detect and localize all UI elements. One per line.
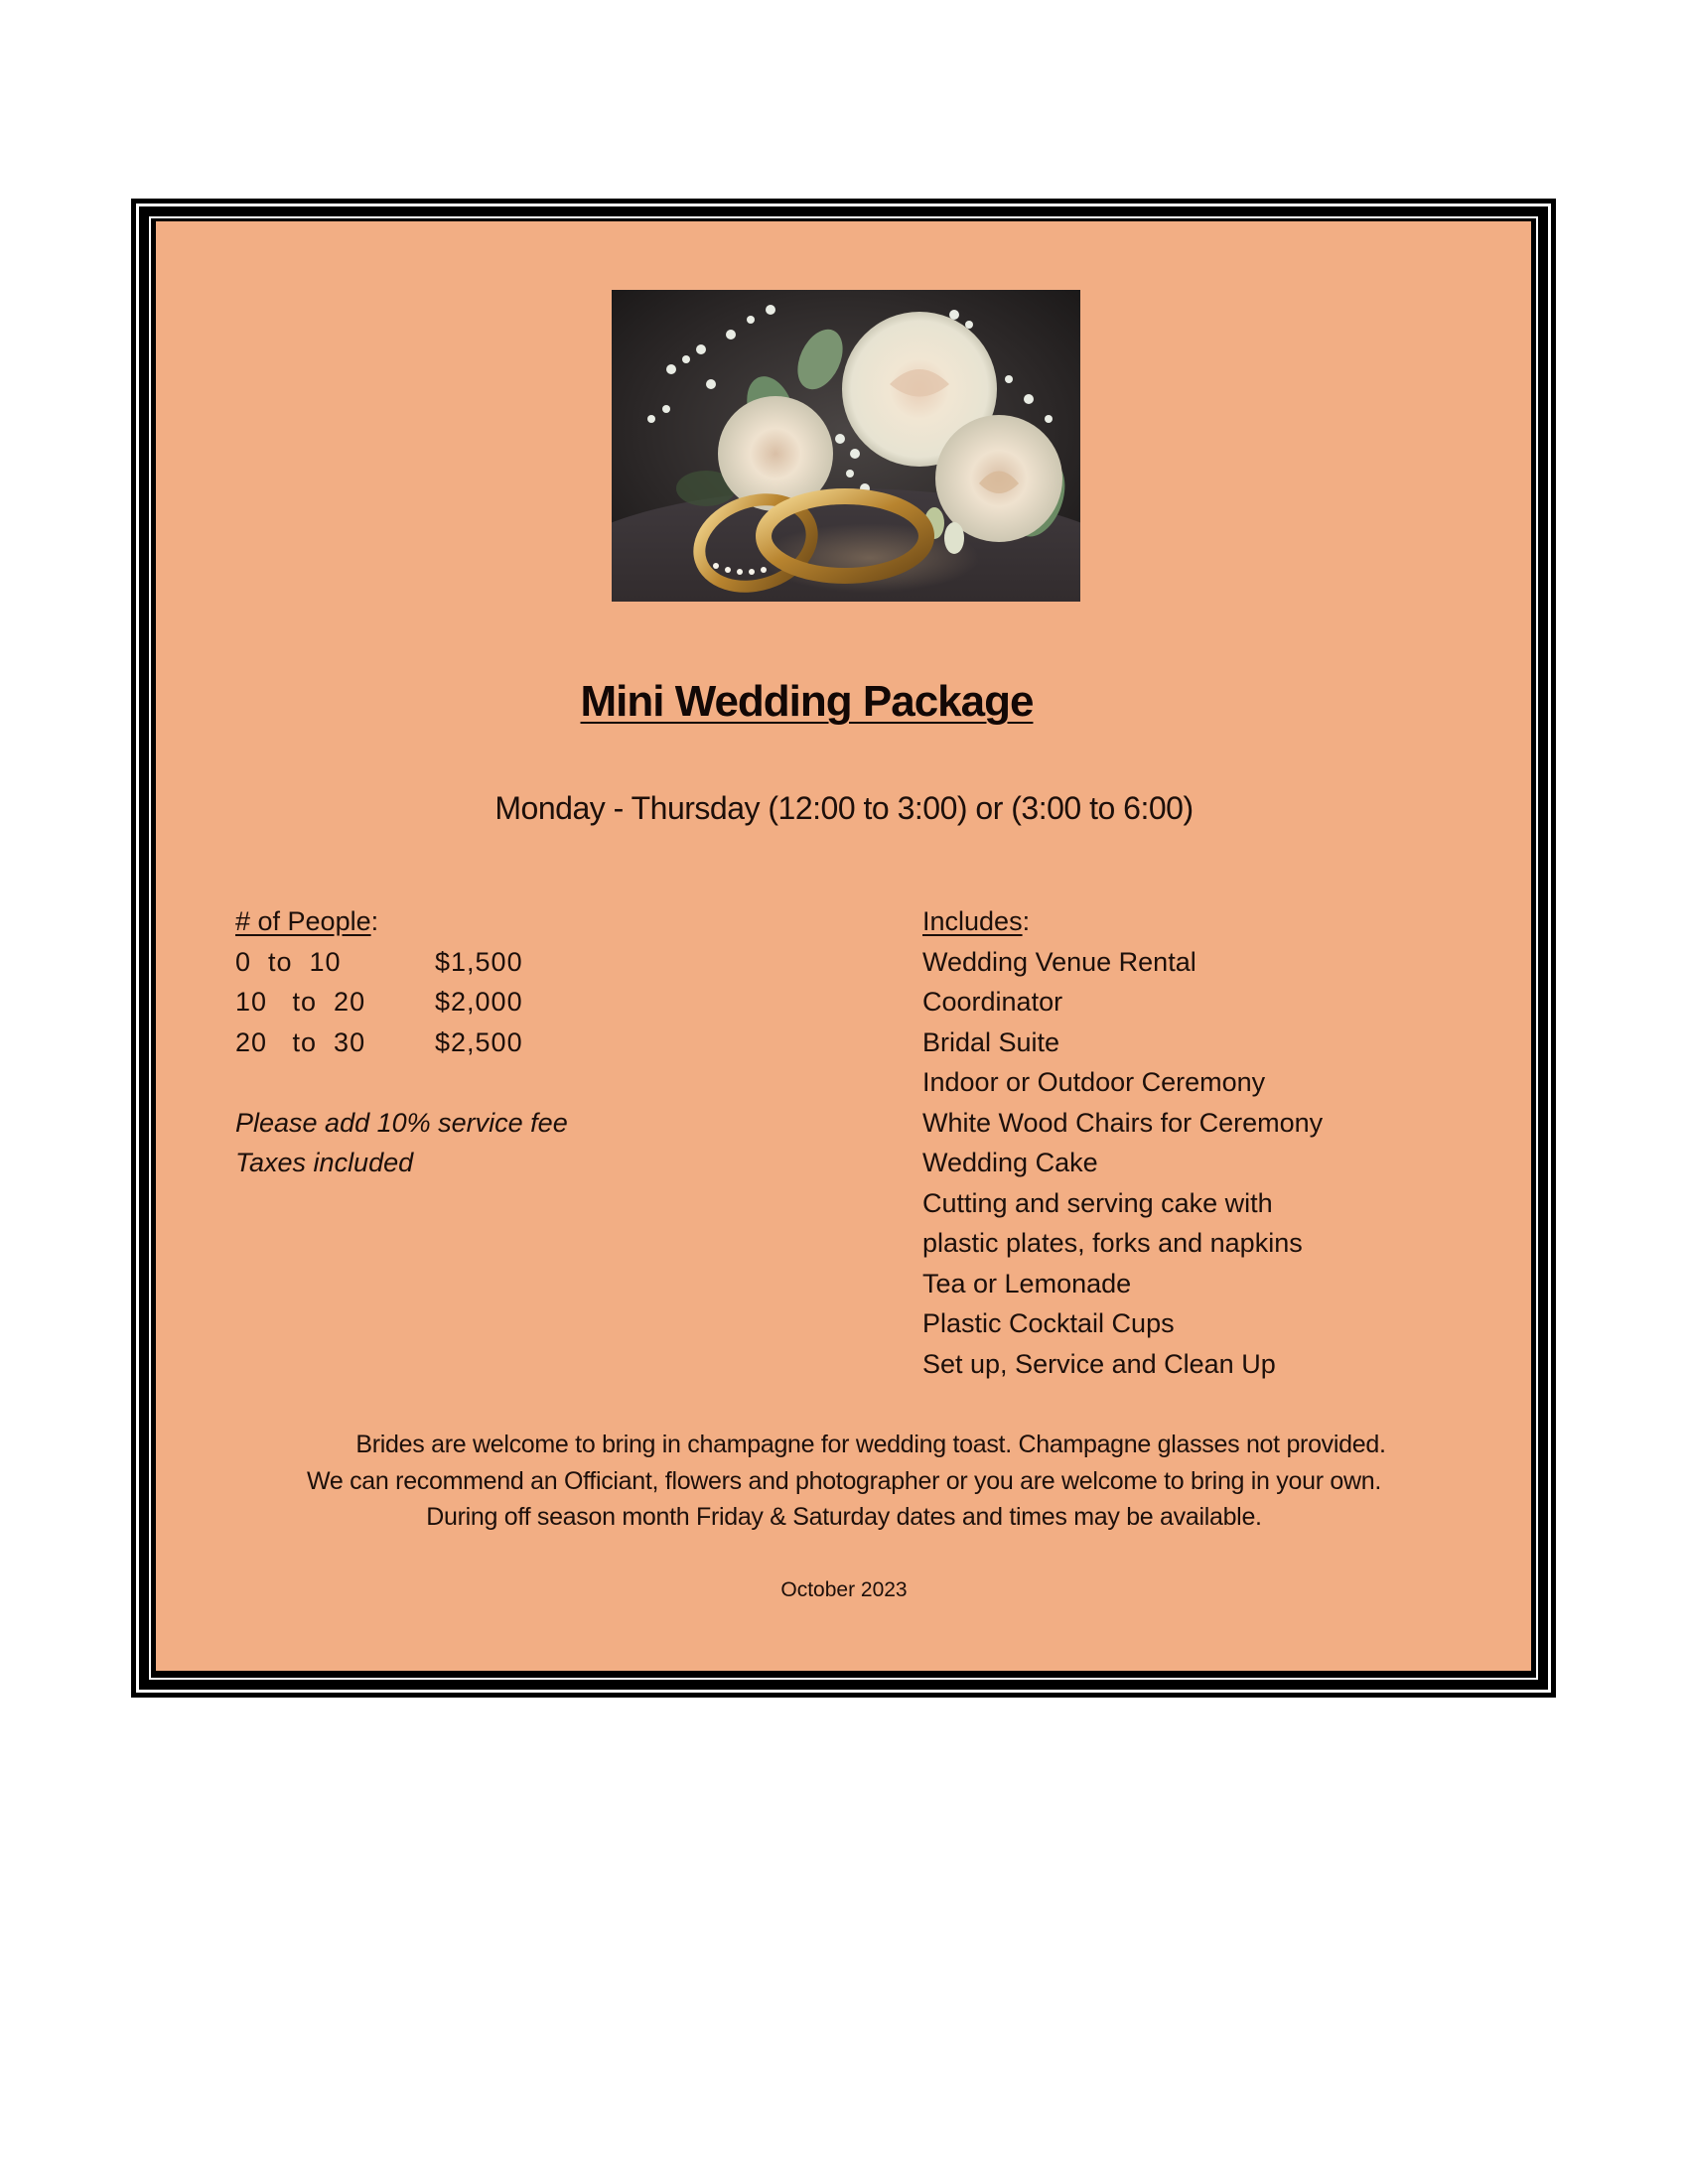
taxes-note: Taxes included xyxy=(235,1148,414,1177)
price-row xyxy=(235,982,791,1023)
includes-item: Wedding Venue Rental xyxy=(922,946,1196,977)
includes-item: Cutting and serving cake with xyxy=(922,1187,1273,1218)
spacer xyxy=(235,1062,791,1103)
off-season-note: During off season month Friday & Saturday dates and times may be available. xyxy=(426,1503,1262,1531)
guest-range: 10 to 20 xyxy=(235,987,366,1017)
pricing-heading-colon: : xyxy=(370,906,379,936)
includes-item: Plastic Cocktail Cups xyxy=(922,1308,1175,1338)
includes-heading-colon: : xyxy=(1022,906,1031,936)
includes-item: White Wood Chairs for Ceremony xyxy=(922,1107,1324,1138)
includes-section xyxy=(922,901,1478,1384)
vendor-note: We can recommend an Officiant, flowers and photographer or you are welcome to bring in your own. xyxy=(307,1466,1381,1495)
champagne-note: Brides are welcome to bring in champagne for wedding toast. Champagne glasses not provided. xyxy=(355,1431,1386,1458)
includes-item: plastic plates, forks and napkins xyxy=(922,1228,1303,1258)
footer-notes xyxy=(179,1427,1509,1536)
price: $2,000 xyxy=(435,987,523,1017)
guest-range: 20 to 30 xyxy=(235,1026,366,1057)
page-title: Mini Wedding Package xyxy=(580,677,1034,726)
pricing-heading xyxy=(235,901,791,942)
includes-heading-label: Includes xyxy=(922,906,1023,936)
includes-item: Wedding Cake xyxy=(922,1148,1098,1177)
document-date: October 2023 xyxy=(780,1578,908,1601)
price: $1,500 xyxy=(435,946,523,977)
guest-range: 0 to 10 xyxy=(235,946,342,977)
service-fee-note: Please add 10% service fee xyxy=(235,1107,568,1138)
schedule-text: Monday - Thursday (12:00 to 3:00) or (3:00 to 6:00) xyxy=(494,790,1194,826)
pricing-heading-label: # of People xyxy=(235,906,371,936)
price: $2,500 xyxy=(435,1026,523,1057)
photo-illustration xyxy=(612,290,1080,602)
pricing-section xyxy=(235,901,791,1183)
wedding-rings-roses-photo xyxy=(612,290,1080,602)
includes-item: Coordinator xyxy=(922,987,1063,1017)
includes-item: Bridal Suite xyxy=(922,1026,1060,1057)
price-row xyxy=(235,1023,791,1063)
includes-heading xyxy=(922,901,1478,942)
includes-item: Tea or Lemonade xyxy=(922,1268,1132,1298)
includes-item: Set up, Service and Clean Up xyxy=(922,1348,1276,1379)
price-row xyxy=(235,942,791,983)
includes-item: Indoor or Outdoor Ceremony xyxy=(922,1067,1266,1097)
